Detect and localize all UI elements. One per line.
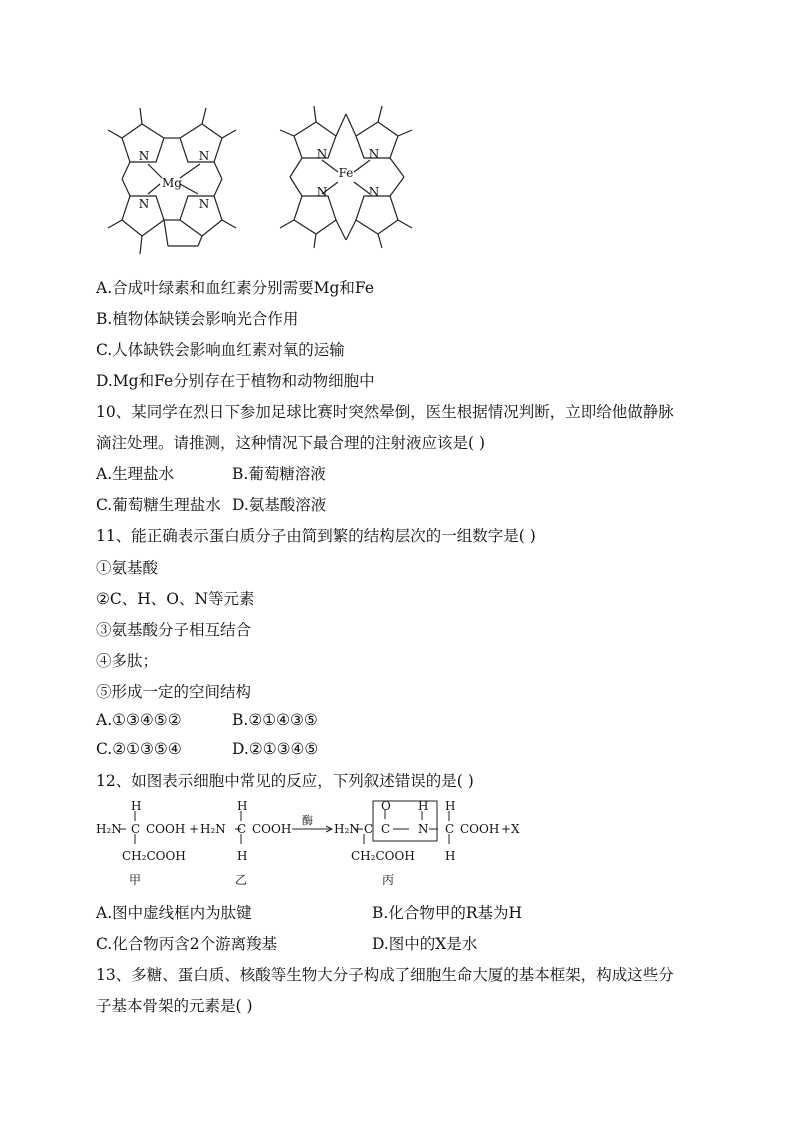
jia-cooh: COOH xyxy=(146,822,186,836)
q10-option-c: C.葡萄糖生理盐水 xyxy=(96,496,221,514)
right-n-4: N xyxy=(368,185,380,199)
q9-option-d: D.Mg和Fe分别存在于植物和动物细胞中 xyxy=(96,372,375,390)
product-x: X xyxy=(511,822,520,836)
bing-c2: C xyxy=(381,822,391,836)
q10-stem-line1: 10、某同学在烈日下参加足球比赛时突然晕倒，医生根据情况判断，立即给他做静脉 xyxy=(96,403,674,421)
right-n-3: N xyxy=(316,185,328,199)
yi-c: C xyxy=(237,822,247,836)
reaction-diagram xyxy=(96,800,536,890)
right-n-1: N xyxy=(316,147,328,161)
q12-stem: 12、如图表示细胞中常见的反应，下列叙述错误的是( ) xyxy=(96,772,474,790)
left-n-3: N xyxy=(138,197,150,211)
q9-option-a: A.合成叶绿素和血红素分别需要Mg和Fe xyxy=(96,279,374,297)
q12-option-d: D.图中的X是水 xyxy=(372,935,478,953)
q13-stem-line1: 13、多糖、蛋白质、核酸等生物大分子构成了细胞生命大厦的基本框架，构成这些分 xyxy=(96,966,674,984)
q11-option-b: B.②①④③⑤ xyxy=(232,711,318,729)
plus-2: + xyxy=(501,822,512,836)
right-n-2: N xyxy=(368,147,380,161)
q11-item-5: ⑤形成一定的空间结构 xyxy=(96,683,252,701)
q11-option-c: C.②①③⑤④ xyxy=(96,740,182,758)
bing-n: N xyxy=(418,822,429,836)
q11-stem: 11、能正确表示蛋白质分子由简到繁的结构层次的一组数字是( ) xyxy=(96,527,536,545)
left-center-metal: Mg xyxy=(162,176,182,190)
bing-h-bottom: H xyxy=(445,849,456,863)
bing-h-top: H xyxy=(445,800,456,813)
jia-c: C xyxy=(131,822,141,836)
bing-h-mid: H xyxy=(418,800,429,813)
left-n-4: N xyxy=(198,197,210,211)
plus-1: + xyxy=(189,822,200,836)
q11-option-d: D.②①③④⑤ xyxy=(232,740,319,758)
bing-cooh: COOH xyxy=(460,822,500,836)
q10-stem-line2: 滴注处理。请推测，这种情况下最合理的注射液应该是( ) xyxy=(96,434,486,452)
q11-item-2: ②C、H、O、N等元素 xyxy=(96,590,255,608)
jia-r-group: CH₂COOH xyxy=(122,849,186,863)
q9-option-c: C.人体缺铁会影响血红素对氧的运输 xyxy=(96,341,345,359)
label-yi: 乙 xyxy=(235,873,248,887)
porphyrin-figure xyxy=(94,96,434,261)
q11-item-1: ①氨基酸 xyxy=(96,559,159,577)
q11-option-a: A.①③④⑤② xyxy=(96,711,182,729)
q11-item-3: ③氨基酸分子相互结合 xyxy=(96,621,252,639)
q13-stem-line2: 子基本骨架的元素是( ) xyxy=(96,997,253,1015)
left-n-1: N xyxy=(138,149,150,163)
yi-h2n: H₂N xyxy=(200,822,226,836)
q12-option-b: B.化合物甲的R基为H xyxy=(372,904,523,922)
label-jia: 甲 xyxy=(129,873,142,887)
q11-item-4: ④多肽； xyxy=(96,652,159,670)
q12-option-a: A.图中虚线框内为肽键 xyxy=(96,904,252,922)
yi-h-top: H xyxy=(237,800,248,813)
bing-h2n: H₂N xyxy=(334,822,360,836)
yi-cooh: COOH xyxy=(252,822,292,836)
label-bing: 丙 xyxy=(382,873,395,887)
q10-option-d: D.氨基酸溶液 xyxy=(232,496,327,514)
enzyme-label: 酶 xyxy=(302,814,313,827)
bing-c3: C xyxy=(445,822,455,836)
jia-h: H xyxy=(131,800,142,813)
bing-c1: C xyxy=(364,822,374,836)
q10-option-b: B.葡萄糖溶液 xyxy=(232,465,326,483)
right-center-metal: Fe xyxy=(338,166,354,180)
bing-r-group: CH₂COOH xyxy=(351,849,415,863)
q12-option-c: C.化合物丙含2个游离羧基 xyxy=(96,935,278,953)
q10-option-a: A.生理盐水 xyxy=(96,465,175,483)
left-n-2: N xyxy=(198,149,210,163)
q9-option-b: B.植物体缺镁会影响光合作用 xyxy=(96,310,299,328)
bing-o: O xyxy=(381,800,391,813)
yi-h-bottom: H xyxy=(237,849,248,863)
jia-h2n: H₂N xyxy=(96,822,122,836)
